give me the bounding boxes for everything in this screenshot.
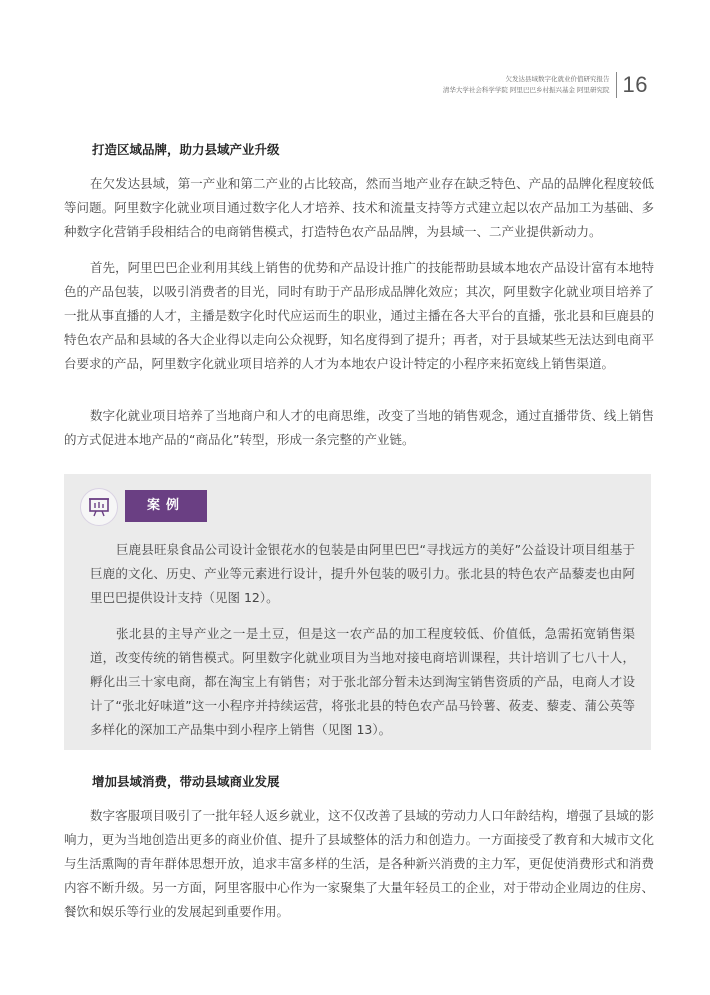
case-study-box (64, 474, 651, 750)
header-divider (616, 72, 617, 98)
section-title-consumption: 增加县域消费，带动县域商业发展 (92, 774, 280, 789)
presentation-board-icon (80, 488, 118, 526)
report-authors: 清华大学社会科学学院 阿里巴巴乡村振兴基金 阿里研究院 (442, 86, 610, 94)
page-number: 16 (622, 72, 648, 97)
paragraph: 在欠发达县域，第一产业和第二产业的占比较高，然而当地产业存在缺乏特色、产品的品牌化程度较低等问题。阿里数字化就业项目通过数字化人才培养、技术和流量支持等方式建立起以农产品加工为基础、多种数字化营销手段相结合的电商销售模式，打造特色农产品品牌，为县域一、二产业提供新动力。 (64, 176, 654, 239)
case-paragraph: 巨鹿县旺泉食品公司设计金银花水的包装是由阿里巴巴“寻找远方的美好”公益设计项目组基于巨鹿的文化、历史、产业等元素进行设计，提升外包装的吸引力。张北县的特色农产品藜麦也由阿里巴巴提供设计支持（见图 12）。 (90, 542, 635, 605)
case-paragraph: 张北县的主导产业之一是土豆，但是这一农产品的加工程度较低、价值低，急需拓宽销售渠道，改变传统的销售模式。阿里数字化就业项目为当地对接电商培训课程，共计培训了七八十人，孵化出三十家电商，都在淘宝上有销售；对于张北部分暂未达到淘宝销售资质的产品，电商人才设计了“张北好味道”这一小程序并持续运营，将张北县的特色农产品马铃薯、莜麦、藜麦、蒲公英等多样化的深加工产品集中到小程序上销售（见图 13）。 (90, 626, 635, 737)
paragraph: 首先，阿里巴巴企业利用其线上销售的优势和产品设计推广的技能帮助县域本地农产品设计富有本地特色的产品包装，以吸引消费者的目光，同时有助于产品形成品牌化效应；其次，阿里数字化就业项目培养了一批从事直播的人才，主播是数字化时代应运而生的职业，通过主播在各大平台的直播，张北县和巨鹿县的特色农产品和县域的各大企业得以走向公众视野，知名度得到了提升；再者，对于县域某些无法达到电商平台要求的产品，阿里数字化就业项目培养的人才为本地农户设计特定的小程序来拓宽线上销售渠道。 (64, 260, 654, 371)
paragraph: 数字客服项目吸引了一批年轻人返乡就业，这不仅改善了县域的劳动力人口年龄结构，增强了县域的影响力，更为当地创造出更多的商业价值、提升了县域整体的活力和创造力。一方面接受了教育和大城市文化与生活熏陶的青年群体思想开放，追求丰富多样的生活，是各种新兴消费的主力军，更促使消费形式和消费内容不断升级。另一方面，阿里客服中心作为一家聚集了大量年轻员工的企业，对于带动企业周边的住房、餐饮和娱乐等行业的发展起到重要作用。 (64, 808, 654, 919)
section-title-brand: 打造区域品牌，助力县域产业升级 (92, 142, 280, 157)
paragraph: 数字化就业项目培养了当地商户和人才的电商思维，改变了当地的销售观念，通过直播带货、线上销售的方式促进本地产品的“商品化”转型，形成一条完整的产业链。 (64, 408, 654, 447)
page-header (443, 70, 648, 100)
report-title: 欠发达县域数字化就业价值研究报告 (505, 75, 610, 83)
header-text (443, 74, 610, 96)
case-label: 案例 (125, 490, 207, 522)
